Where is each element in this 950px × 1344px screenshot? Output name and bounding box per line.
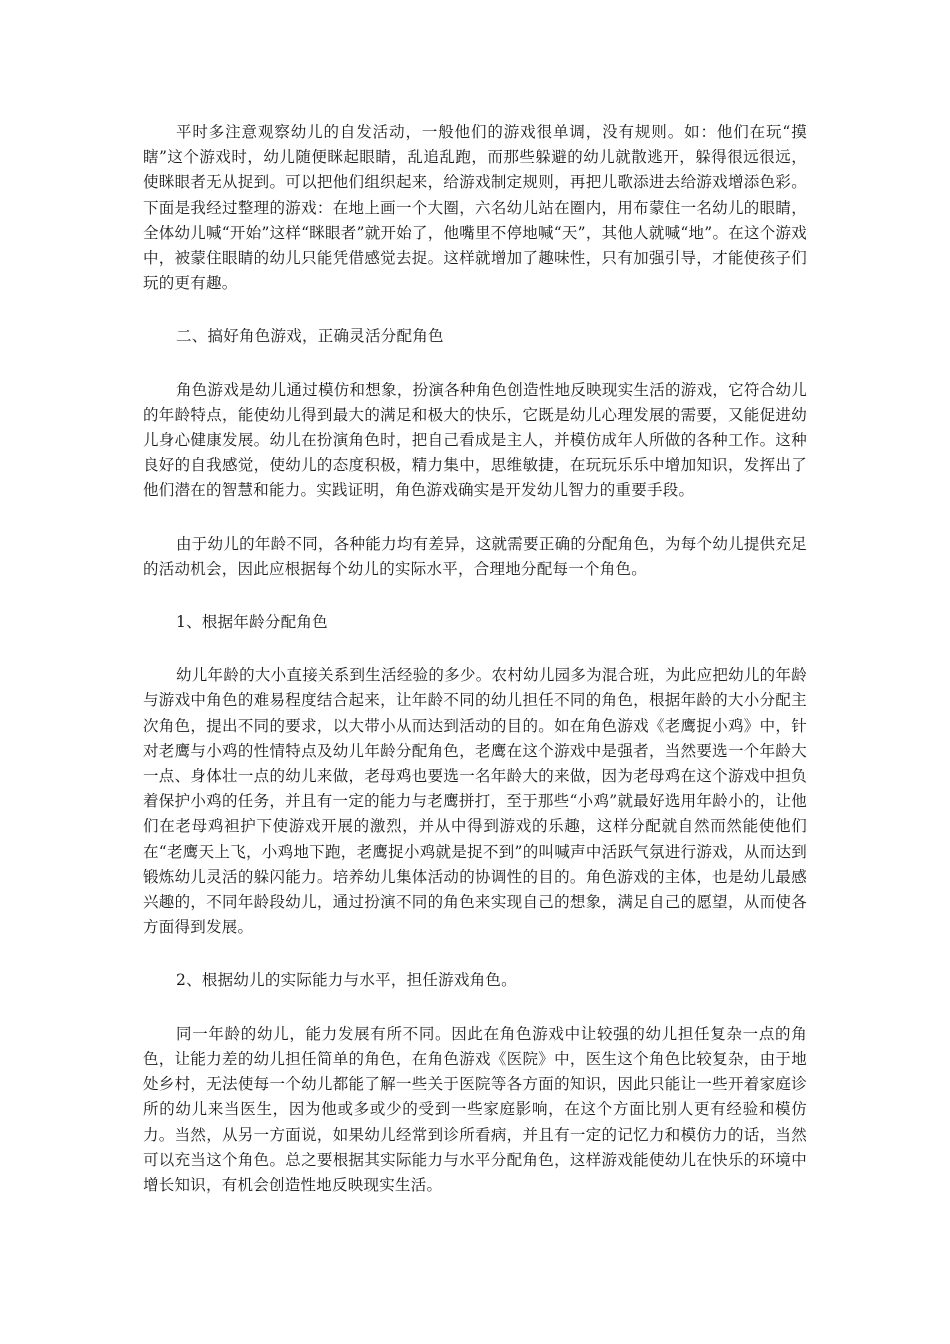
subheading-ability-roles: 2、根据幼儿的实际能力与水平，担任游戏角色。 — [176, 971, 517, 990]
paragraph-role-games-intro: 角色游戏是幼儿通过模仿和想象，扮演各种角色创造性地反映现实生活的游戏，它符合幼儿的年龄特点，能使幼儿得到最大的满足和极大的快乐，它既是幼儿心理发展的需要，又能促进幼儿身心健康发展。幼儿在扮演角色时，把自己看成是主人，并模仿成年人所做的各种工作。这种良好的自我感觉，使幼儿的态度积极，精力集中，思维敏捷，在玩玩乐乐中增加知识，发挥出了他们潜在的智慧和能力。实践证明，角色游戏确实是开发幼儿智力的重要手段。 — [143, 380, 807, 500]
document-body — [143, 120, 807, 1226]
subheading-age-roles: 1、根据年龄分配角色 — [176, 613, 328, 632]
paragraph-ability-differences: 由于幼儿的年龄不同，各种能力均有差异，这就需要正确的分配角色，为每个幼儿提供充足的活动机会，因此应根据每个幼儿的实际水平，合理地分配每一个角色。 — [143, 534, 807, 578]
paragraph-observe-games: 平时多注意观察幼儿的自发活动，一般他们的游戏很单调，没有规则。如：他们在玩“摸瞎”这个游戏时，幼儿随便眯起眼睛，乱追乱跑，而那些躲避的幼儿就散逃开，躲得很远很远，使眯眼者无从捉到。可以把他们组织起来，给游戏制定规则，再把儿歌添进去给游戏增添色彩。下面是我经过整理的游戏：在地上画一个大圈，六名幼儿站在圈内，用布蒙住一名幼儿的眼睛，全体幼儿喊“开始”这样“眯眼者”就开始了，他嘴里不停地喊“天”，其他人就喊“地”。在这个游戏中，被蒙住眼睛的幼儿只能凭借感觉去捉。这样就增加了趣味性，只有加强引导，才能使孩子们玩的更有趣。 — [143, 123, 807, 293]
section-heading-role-games: 二、搞好角色游戏，正确灵活分配角色 — [176, 327, 444, 346]
paragraph-ability-roles: 同一年龄的幼儿，能力发展有所不同。因此在角色游戏中让较强的幼儿担任复杂一点的角色，让能力差的幼儿担任简单的角色，在角色游戏《医院》中，医生这个角色比较复杂，由于地处乡村，无法使每一个幼儿都能了解一些关于医院等各方面的知识，因此只能让一些开着家庭诊所的幼儿来当医生，因为他或多或少的受到一些家庭影响，在这个方面比别人更有经验和模仿力。当然，从另一方面说，如果幼儿经常到诊所看病，并且有一定的记忆力和模仿力的话，当然可以充当这个角色。总之要根据其实际能力与水平分配角色，这样游戏能使幼儿在快乐的环境中增长知识，有机会创造性地反映现实生活。 — [143, 1024, 807, 1194]
paragraph-age-roles: 幼儿年龄的大小直接关系到生活经验的多少。农村幼儿园多为混合班，为此应把幼儿的年龄与游戏中角色的难易程度结合起来，让年龄不同的幼儿担任不同的角色，根据年龄的大小分配主次角色，提出不同的要求，以大带小从而达到活动的目的。如在角色游戏《老鹰捉小鸡》中，针对老鹰与小鸡的性情特点及幼儿年龄分配角色，老鹰在这个游戏中是强者，当然要选一个年龄大一点、身体壮一点的幼儿来做，老母鸡也要选一名年龄大的来做，因为老母鸡在这个游戏中担负着保护小鸡的任务，并且有一定的能力与老鹰拼打，至于那些“小鸡”就最好选用年龄小的，让他们在老母鸡袒护下使游戏开展的激烈，并从中得到游戏的乐趣，这样分配就自然而然能使他们在“老鹰天上飞，小鸡地下跑，老鹰捉小鸡就是捉不到”的叫喊声中活跃气氛进行游戏，从而达到锻炼幼儿灵活的躲闪能力。培养幼儿集体活动的协调性的目的。角色游戏的主体，也是幼儿最感兴趣的，不同年龄段幼儿，通过扮演不同的角色来实现自己的想象，满足自己的愿望，从而使各方面得到发展。 — [143, 666, 807, 937]
